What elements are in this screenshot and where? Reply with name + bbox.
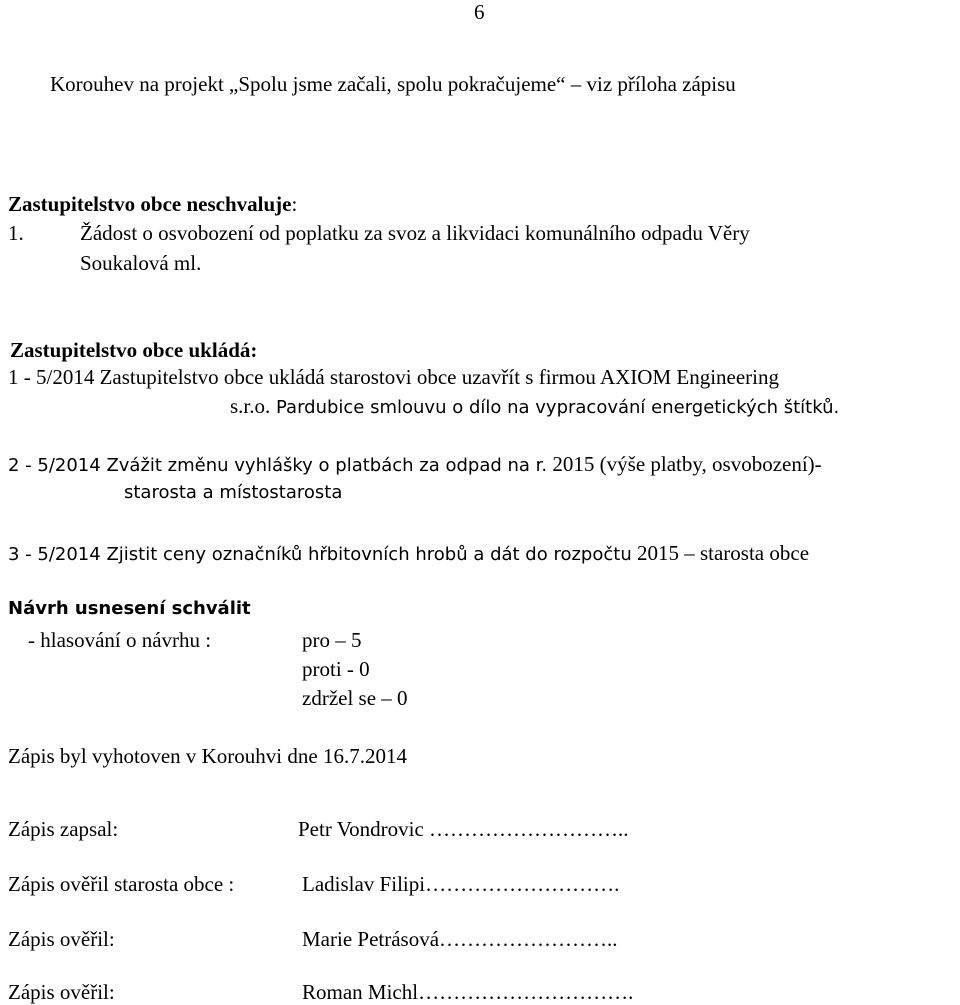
neschvaluje-item-number: 1.	[8, 221, 24, 245]
vote-label-text: - hlasování o návrhu :	[28, 628, 212, 652]
uklada-item2-line1	[8, 454, 822, 475]
page-number: 6	[474, 0, 485, 24]
uklada-item3-tail: 2015 – starosta obce	[631, 541, 810, 565]
neschvaluje-item-line1: Žádost o osvobození od poplatku za svoz a likvidaci komunálního odpadu Věry	[80, 221, 750, 245]
signature-name: Ladislav Filipi……………………….	[302, 872, 620, 896]
vote-heading: Návrh usnesení schválit	[8, 598, 251, 619]
signature-name: Roman Michl………………………….	[302, 980, 634, 1004]
uklada-item3-text: 3 - 5/2014 Zjistit ceny označníků hřbitovních hrobů a dát do rozpočtu	[8, 544, 632, 565]
signature-name: Marie Petrásová……………………..	[302, 927, 618, 951]
signature-label: Zápis ověřil:	[8, 980, 115, 1004]
vote-zdrzel: zdržel se – 0	[302, 686, 408, 710]
uklada-heading: Zastupitelstvo obce ukládá:	[10, 338, 258, 362]
uklada-item1-line2-rest: Pardubice smlouvu o dílo na vypracování energetických štítků.	[270, 397, 840, 418]
vote-label	[8, 630, 211, 651]
uklada-item3	[8, 543, 809, 564]
signature-label: Zápis zapsal:	[8, 817, 119, 841]
vote-pro: pro – 5	[302, 628, 362, 652]
signature-name: Petr Vondrovic ………………………..	[298, 817, 629, 841]
flag-project-line: Korouhev na projekt „Spolu jsme začali, spolu pokračujeme“ – viz příloha zápisu	[50, 72, 736, 96]
uklada-item2-line1-tail: 2015 (výše platby, osvobození)-	[547, 452, 822, 476]
neschvaluje-heading-text: Zastupitelstvo obce neschvaluje	[8, 192, 292, 216]
uklada-item1-line2-prefix: s.r.o.	[230, 394, 271, 418]
drawn-up-line: Zápis byl vyhotoven v Korouhvi dne 16.7.2014	[8, 744, 407, 768]
neschvaluje-heading-colon: :	[291, 192, 298, 216]
uklada-item2-line1-text: 2 - 5/2014 Zvážit změnu vyhlášky o platbách za odpad na r.	[8, 455, 548, 476]
uklada-item1-line2	[230, 396, 839, 417]
signature-label: Zápis ověřil starosta obce :	[8, 872, 235, 896]
vote-proti: proti - 0	[302, 657, 370, 681]
neschvaluje-heading	[8, 194, 297, 215]
uklada-item1-line1: 1 - 5/2014 Zastupitelstvo obce ukládá starostovi obce uzavřít s firmou AXIOM Engineering	[8, 365, 780, 389]
signature-label: Zápis ověřil:	[8, 927, 115, 951]
uklada-item2-line2: starosta a místostarosta	[124, 482, 343, 503]
neschvaluje-item-line2: Soukalová ml.	[80, 251, 202, 275]
